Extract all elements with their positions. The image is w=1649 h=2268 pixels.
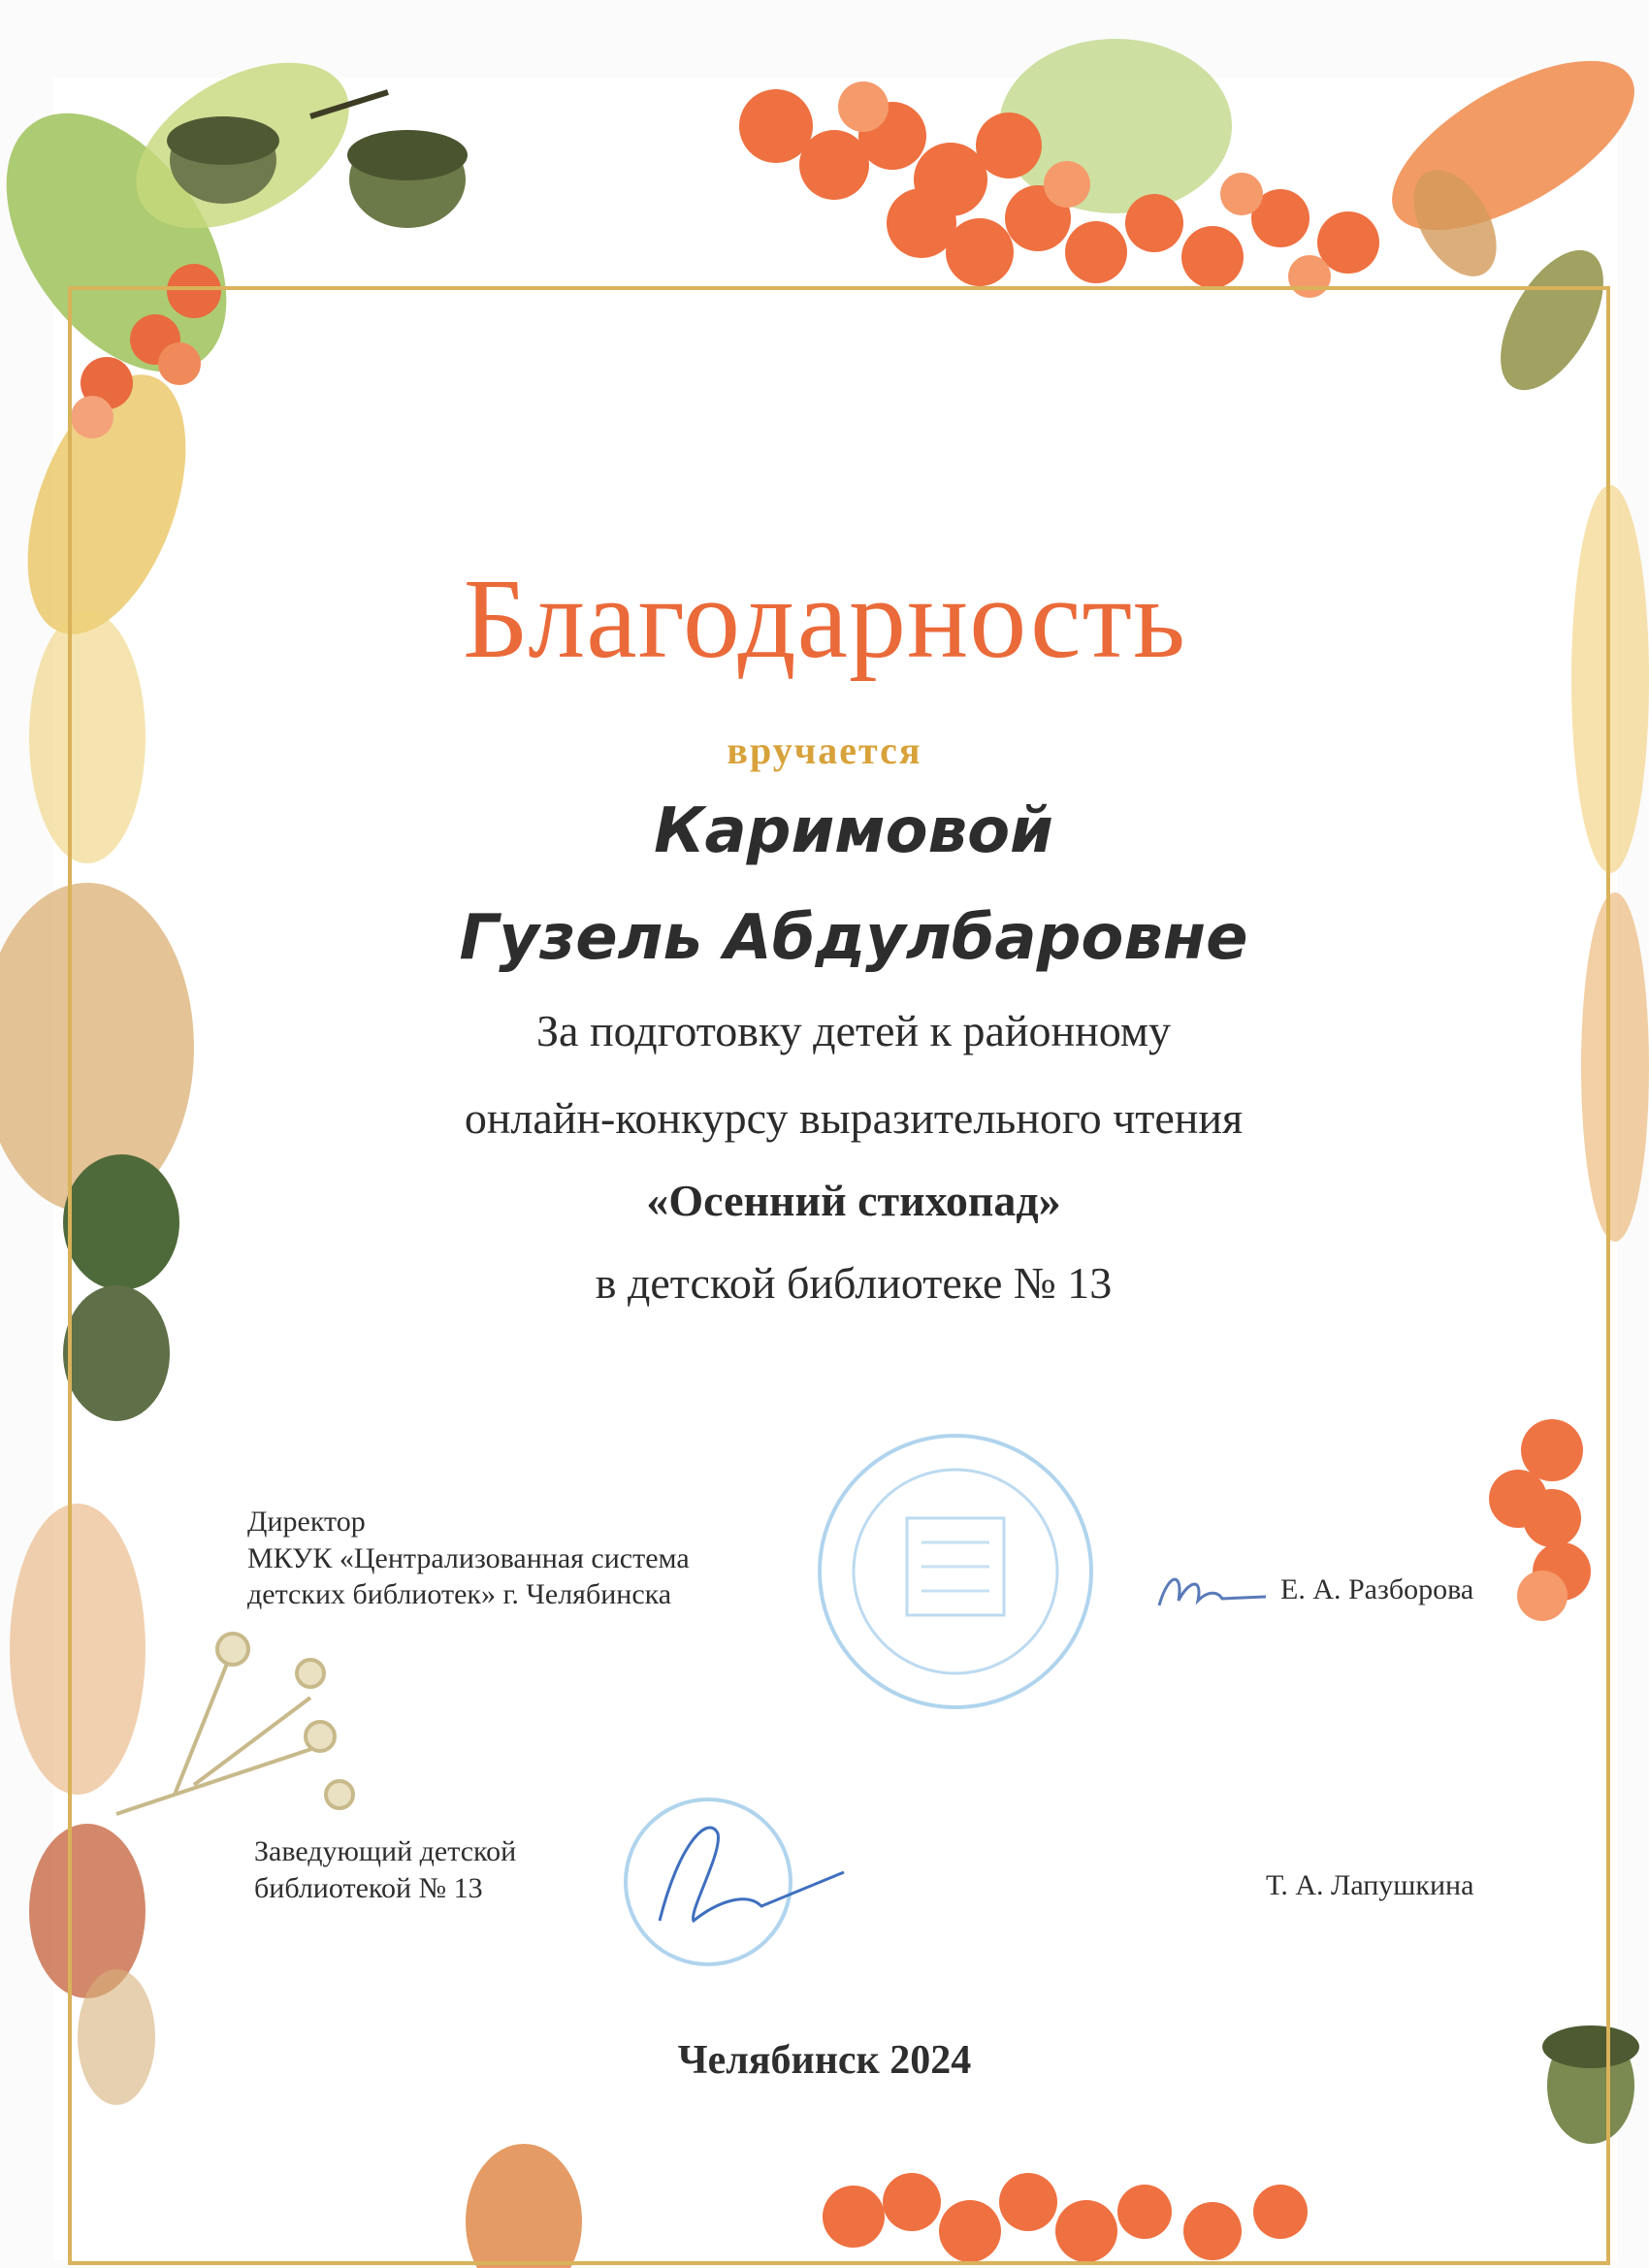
reason-line-4: в детской библиотеке № 13 <box>595 1258 1113 1308</box>
director-title <box>247 1504 690 1613</box>
director-name: Е. А. Разборова <box>1280 1573 1474 1605</box>
recipient-name: Гузель Абдулбаровне <box>459 902 1248 974</box>
rowan-berries-right <box>1489 1419 1591 1621</box>
director-title-line-2: МКУК «Централизованная система <box>247 1541 690 1574</box>
director-title-line-3: детских библиотек» г. Челябинска <box>247 1578 672 1610</box>
rowan-cluster-top-right <box>739 27 1649 406</box>
head-title-line-2: библиотекой № 13 <box>254 1871 483 1904</box>
library-stamp-icon <box>601 1785 854 1979</box>
reason-line-2: онлайн-конкурсу выразительного чтения <box>464 1093 1244 1143</box>
director-signature-icon <box>1149 1562 1285 1620</box>
certificate-subtitle: вручается <box>727 729 922 772</box>
certificate-title: Благодарность <box>463 555 1186 682</box>
recipient-surname: Каримовой <box>654 795 1053 867</box>
reason-line-1: За подготовку детей к районному <box>536 1006 1171 1055</box>
contest-name: «Осенний стихопад» <box>646 1176 1061 1225</box>
head-title-line-1: Заведующий детской <box>254 1835 517 1867</box>
official-stamp-icon <box>795 1426 1116 1717</box>
director-title-line-1: Директор <box>247 1506 366 1538</box>
flower-sprig-icon <box>116 1634 353 1814</box>
head-title <box>254 1833 516 1906</box>
head-name: Т. А. Лапушкина <box>1266 1869 1474 1901</box>
left-edge-decor <box>0 883 194 2105</box>
city-year: Челябинск 2024 <box>677 2038 972 2083</box>
